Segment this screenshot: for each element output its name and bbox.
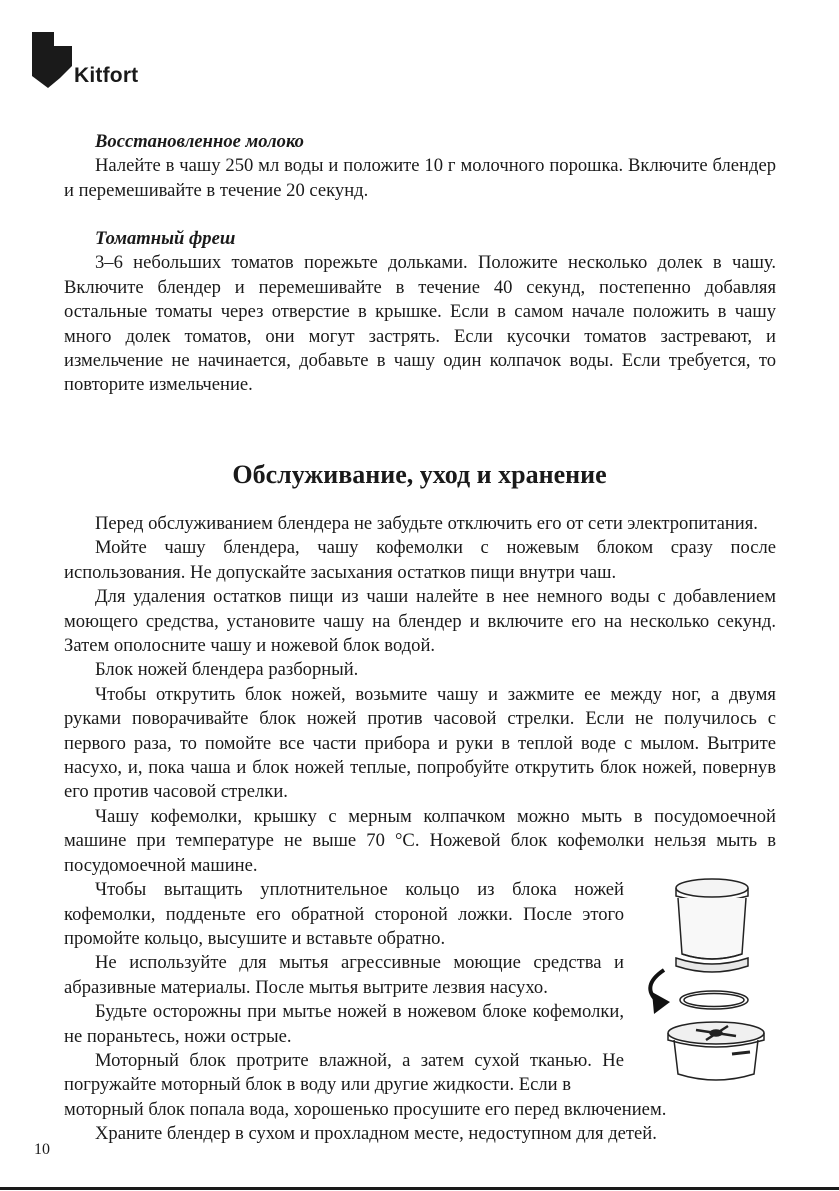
recipe-milk-title: Восстановленное молоко [95, 131, 304, 152]
recipe-milk-text: Налейте в чашу 250 мл воды и положите 10 г молочного порошка. Включите блендер и перемешивайте в течение 20 секунд. [64, 155, 776, 201]
wrapped-column [64, 878, 624, 1098]
paragraph: Не используйте для мытья агрессивные моющие средства и абразивные материалы. После мытья вытрите лезвия насухо. [64, 952, 624, 998]
paragraph: Блок ножей блендера разборный. [95, 659, 359, 681]
recipe-tomato-text: 3–6 небольших томатов порежьте дольками. Положите несколько долек в чашу. Включите блендер и перемешивайте в течение 40 секунд, постепенно добавляя остальные томаты через отверстие в крышке. Если в самом начале положить в чашу много долек томатов, они могут застрять. Если кусочки томатов застревают, и измельчение не начинается, добавьте в чашу один колпачок воды. Если требуется, то повторите измельчение. [64, 252, 776, 396]
paragraph: Чтобы открутить блок ножей, возьмите чашу и зажмите ее между ног, а двумя руками поворачивайте блок ножей против часовой стрелки. Если не получилось с первого раза, то помойте все части прибора и руки в теплой воде с мылом. Вытрите насухо, и, пока чаша и блок ножей теплые, попробуйте открутить блок ножей, повернув его против часовой стрелки. [64, 683, 776, 803]
paragraph: Храните блендер в сухом и прохладном месте, недоступном для детей. [95, 1123, 657, 1145]
grinder-assembly-illustration [636, 868, 782, 1086]
brand-name: Kitfort [74, 64, 139, 87]
paragraph: Будьте осторожны при мытье ножей в ножевом блоке кофемолки, не пораньтесь, ножи острые. [64, 1001, 624, 1047]
paragraph: Перед обслуживанием блендера не забудьте отключить его от сети электропитания. [95, 513, 758, 534]
paragraph: Моторный блок протрите влажной, а затем сухой тканью. Не погружайте моторный блок в воду или другие жидкости. Если в [64, 1049, 624, 1096]
paragraph: Мойте чашу блендера, чашу кофемолки с ножевым блоком сразу после использования. Не допускайте засыхания остатков пищи внутри чаш. [64, 537, 776, 583]
paragraph-continuation: моторный блок попала вода, хорошенько просушите его перед включением. [64, 1098, 667, 1120]
recipe-tomato-title: Томатный фреш [95, 228, 236, 249]
brand-logo [32, 32, 138, 88]
recipe-milk [64, 130, 776, 203]
kitfort-logo-icon [32, 32, 72, 88]
paragraph: Для удаления остатков пищи из чаши налейте в нее немного воды с добавлением моющего средства, установите чашу на блендер и включите его на несколько секунд. Затем ополосните чашу и ножевой блок водой. [64, 586, 776, 657]
recipe-tomato [64, 227, 776, 398]
page-border [0, 1187, 839, 1190]
page-number: 10 [34, 1141, 50, 1158]
paragraph: Чашу кофемолки, крышку с мерным колпачком можно мыть в посудомоечной машине при температуре не выше 70 °С. Ножевой блок кофемолки нельзя мыть в посудомоечной машине. [64, 805, 776, 876]
paragraph: Чтобы вытащить уплотнительное кольцо из блока ножей кофемолки, подденьте его обратной стороной ложки. После этого промойте кольцо, высушите и вставьте обратно. [64, 879, 624, 949]
section-title: Обслуживание, уход и хранение [232, 460, 607, 489]
